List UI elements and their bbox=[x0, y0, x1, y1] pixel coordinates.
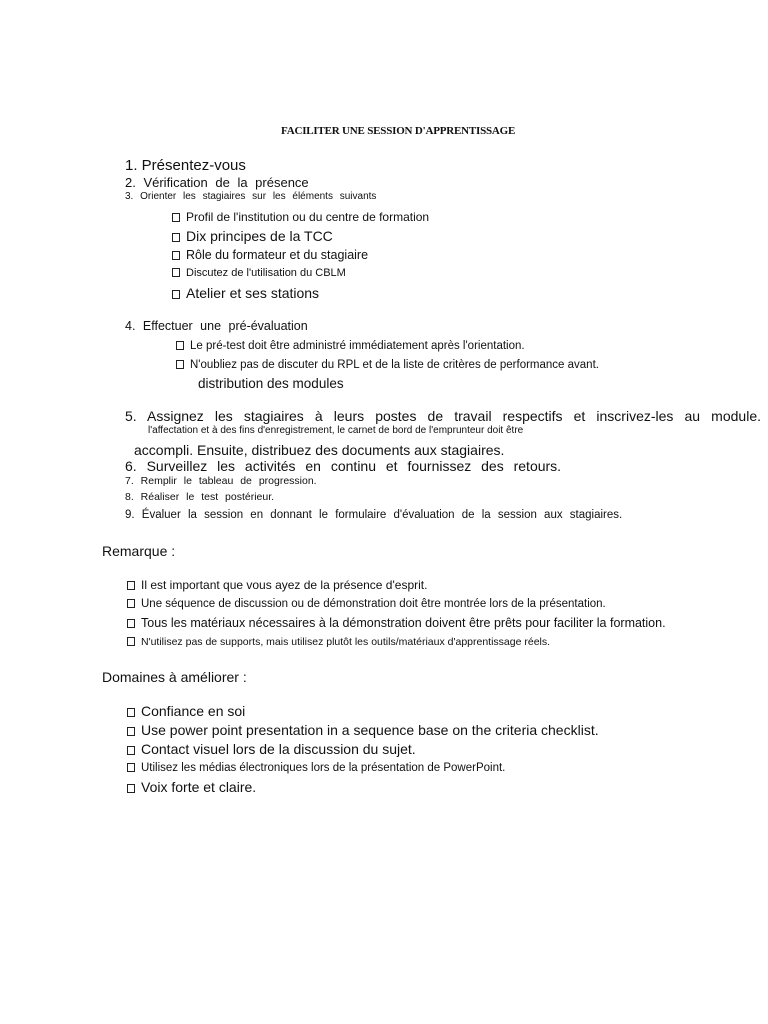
checkbox-icon bbox=[127, 619, 135, 628]
step-5-note: l'affectation et à des fins d'enregistrement, le carnet de bord de l'emprunteur doit être bbox=[148, 425, 524, 436]
checkbox-icon bbox=[127, 763, 135, 772]
checkbox-icon bbox=[172, 213, 180, 222]
checkbox-icon bbox=[176, 341, 184, 350]
step-4-item: Le pré-test doit être administré immédiatement après l'orientation. bbox=[176, 341, 525, 353]
remarque-item: Tous les matériaux nécessaires à la démonstration doivent être prêts pour faciliter la formation. bbox=[127, 617, 666, 630]
checkbox-icon bbox=[127, 784, 135, 793]
checkbox-icon bbox=[127, 637, 135, 646]
step-5-continuation: accompli. Ensuite, distribuez des documents aux stagiaires. bbox=[134, 442, 505, 458]
domaines-heading: Domaines à améliorer : bbox=[102, 669, 247, 685]
step-4-item: N'oubliez pas de discuter du RPL et de la liste de critères de performance avant. bbox=[176, 360, 599, 372]
remarque-heading: Remarque : bbox=[102, 543, 176, 559]
checkbox-icon bbox=[127, 581, 135, 590]
remarque-item: Une séquence de discussion ou de démonstration doit être montrée lors de la présentation. bbox=[127, 599, 606, 611]
step-3-item: Atelier et ses stations bbox=[172, 286, 319, 300]
step-3-item: Profil de l'institution ou du centre de formation bbox=[172, 211, 429, 223]
domaines-item: Confiance en soi bbox=[127, 704, 245, 718]
step-4-continuation: distribution des modules bbox=[198, 376, 344, 391]
domaines-item: Voix forte et claire. bbox=[127, 780, 256, 794]
domaines-item: Utilisez les médias électroniques lors de la présentation de PowerPoint. bbox=[127, 763, 505, 775]
step-8: 8. Réaliser le test postérieur. bbox=[125, 491, 275, 503]
step-3: 3. Orienter les stagiaires sur les éléments suivants bbox=[125, 191, 377, 202]
step-5: 5. Assignez les stagiaires à leurs postes de travail respectifs et inscrivez-les au module. bbox=[125, 408, 761, 424]
step-7: 7. Remplir le tableau de progression. bbox=[125, 475, 317, 487]
checkbox-icon bbox=[127, 708, 135, 717]
checkbox-icon bbox=[172, 290, 180, 299]
checkbox-icon bbox=[127, 727, 135, 736]
domaines-item: Use power point presentation in a sequence base on the criteria checklist. bbox=[127, 723, 599, 737]
checkbox-icon bbox=[172, 251, 180, 260]
step-3-item: Dix principes de la TCC bbox=[172, 229, 333, 243]
checkbox-icon bbox=[176, 360, 184, 369]
step-1: 1. Présentez-vous bbox=[125, 157, 246, 174]
document-title: FACILITER UNE SESSION D'APPRENTISSAGE bbox=[281, 125, 516, 137]
step-3-item: Rôle du formateur et du stagiaire bbox=[172, 249, 368, 262]
checkbox-icon bbox=[127, 746, 135, 755]
step-4: 4. Effectuer une pré-évaluation bbox=[125, 319, 308, 333]
step-9: 9. Évaluer la session en donnant le formulaire d'évaluation de la session aux stagiaires. bbox=[125, 509, 623, 521]
checkbox-icon bbox=[172, 233, 180, 242]
domaines-item: Contact visuel lors de la discussion du sujet. bbox=[127, 742, 416, 756]
checkbox-icon bbox=[127, 599, 135, 608]
checkbox-icon bbox=[172, 268, 180, 277]
remarque-item: Il est important que vous ayez de la présence d'esprit. bbox=[127, 579, 427, 591]
remarque-item: N'utilisez pas de supports, mais utilisez plutôt les outils/matériaux d'apprentissage réels. bbox=[127, 637, 550, 648]
step-2: 2. Vérification de la présence bbox=[125, 175, 309, 190]
step-6: 6. Surveillez les activités en continu et fournissez des retours. bbox=[125, 458, 562, 474]
step-3-item: Discutez de l'utilisation du CBLM bbox=[172, 268, 346, 279]
